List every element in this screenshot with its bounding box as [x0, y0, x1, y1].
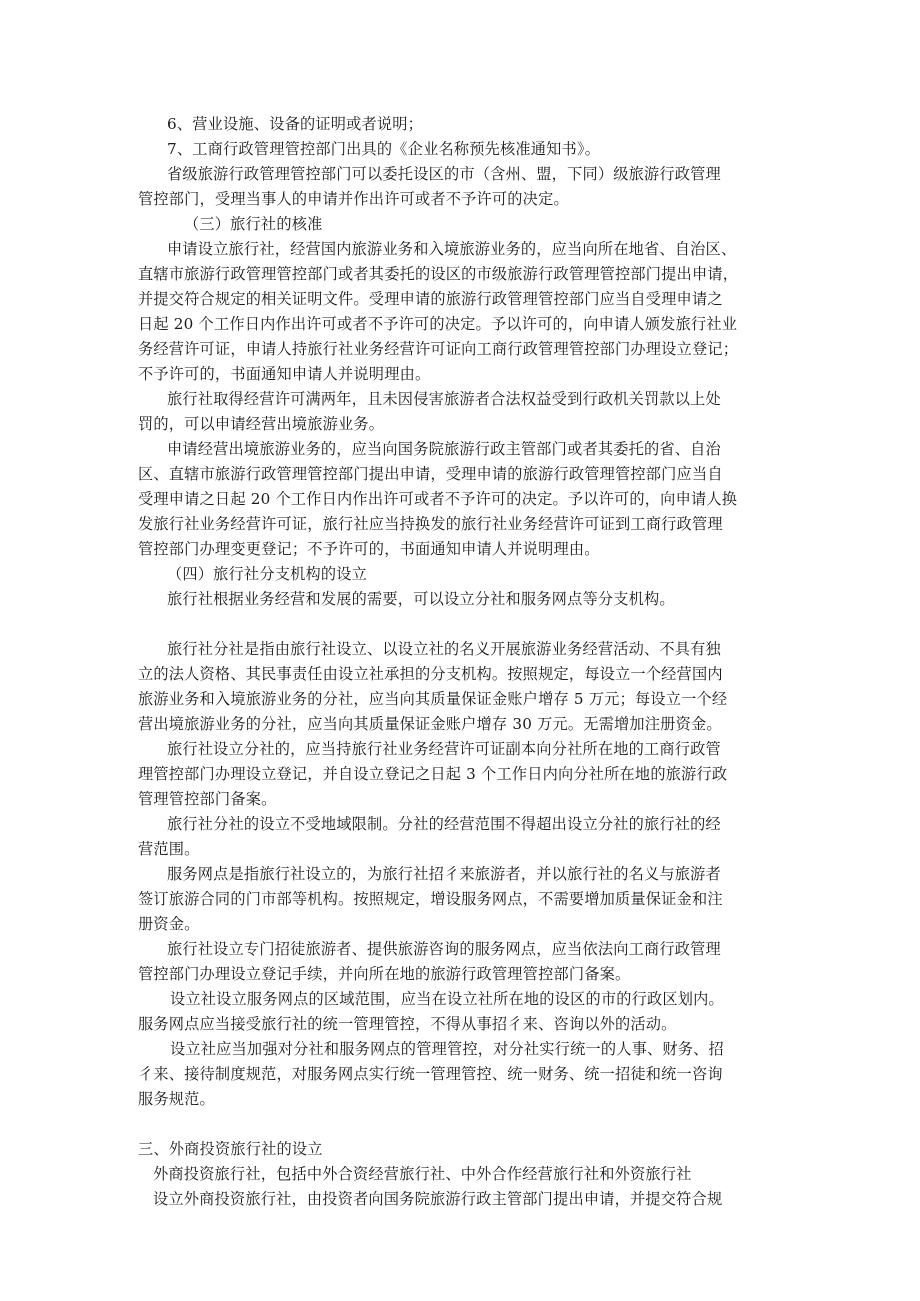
text-line: 管理管控部门备案。: [138, 790, 277, 808]
text-line: 旅行社根据业务经营和发展的需要，可以设立分社和服务网点等分支机构。: [167, 590, 675, 608]
section-heading: （三）旅行社的核准: [184, 215, 323, 233]
text-line: 罚的，可以申请经营出境旅游业务。: [138, 415, 385, 433]
text-line: 服务规范。: [138, 1090, 215, 1108]
text-line: 营出境旅游业务的分社，应当向其质量保证金账户增存 30 万元。无需增加注册资金。: [138, 715, 722, 733]
text-line: 不予许可的，书面通知申请人并说明理由。: [138, 365, 431, 383]
text-line: 申请设立旅行社，经营国内旅游业务和入境旅游业务的，应当向所在地省、自治区、: [167, 240, 737, 258]
text-line: 管控部门办理变更登记；不予许可的，书面通知申请人并说明理由。: [138, 540, 600, 558]
text-line: 设立社应当加强对分社和服务网点的管理管控，对分社实行统一的人事、财务、招: [170, 1040, 724, 1058]
text-line: 7、工商行政管理管控部门出具的《企业名称预先核准通知书》。: [167, 140, 601, 158]
text-line: 日起 20 个工作日内作出许可或者不予许可的决定。予以许可的，向申请人颁发旅行社业: [138, 315, 738, 333]
text-line: 设立外商投资旅行社，由投资者向国务院旅游行政主管部门提出申请，并提交符合规: [153, 1190, 723, 1208]
text-line: 设立社设立服务网点的区域范围，应当在设立社所在地的设区的市的行政区划内。: [170, 990, 724, 1008]
text-line: 理管控部门办理设立登记，并自设立登记之日起 3 个工作日内向分社所在地的旅游行政: [138, 765, 728, 783]
text-line: 旅行社分社是指由旅行社设立、以设立社的名义开展旅游业务经营活动、不具有独: [167, 640, 721, 658]
text-line: 服务网点应当接受旅行社的统一管理管控，不得从事招彳来、咨询以外的活动。: [138, 1015, 677, 1033]
text-line: 并提交符合规定的相关证明文件。受理申请的旅游行政管理管控部门应当自受理申请之: [138, 290, 723, 308]
text-line: 务经营许可证，申请人持旅行社业务经营许可证向工商行政管理管控部门办理设立登记；: [138, 340, 739, 358]
text-line: 彳来、接待制度规范，对服务网点实行统一管理管控、统一财务、统一招徒和统一咨询: [138, 1065, 723, 1083]
text-line: 册资金。: [138, 915, 200, 933]
section-heading: 三、外商投资旅行社的设立: [138, 1140, 323, 1158]
text-line: 旅游业务和入境旅游业务的分社，应当向其质量保证金账户增存 5 万元；每设立一个经: [138, 690, 728, 708]
text-line: 管控部门办理设立登记手续，并向所在地的旅游行政管理管控部门备案。: [138, 965, 631, 983]
text-line: 立的法人资格、其民事责任由设立社承担的分支机构。按照规定，每设立一个经营国内: [138, 665, 723, 683]
text-line: 旅行社设立专门招徒旅游者、提供旅游咨询的服务网点，应当依法向工商行政管理: [167, 940, 721, 958]
text-line: 外商投资旅行社，包括中外合资经营旅行社、中外合作经营旅行社和外资旅行社: [153, 1165, 692, 1183]
text-line: 发旅行社业务经营许可证，旅行社应当持换发的旅行社业务经营许可证到工商行政管理: [138, 515, 723, 533]
text-line: 旅行社设立分社的，应当持旅行社业务经营许可证副本向分社所在地的工商行政管: [167, 740, 721, 758]
text-line: 受理申请之日起 20 个工作日内作出许可或者不予许可的决定。予以许可的，向申请人换: [138, 490, 738, 508]
text-line: 6、营业设施、设备的证明或者说明；: [167, 115, 424, 133]
text-line: 签订旅游合同的门市部等机构。按照规定，增设服务网点，不需要增加质量保证金和注: [138, 890, 723, 908]
text-line: 旅行社分社的设立不受地域限制。分社的经营范围不得超出设立分社的旅行社的经: [167, 815, 721, 833]
text-line: 申请经营出境旅游业务的，应当向国务院旅游行政主管部门或者其委托的省、自治: [167, 440, 721, 458]
text-line: 直辖市旅游行政管理管控部门或者其委托的设区的市级旅游行政管理管控部门提出申请，: [138, 265, 739, 283]
text-line: 旅行社取得经营许可满两年，且未因侵害旅游者合法权益受到行政机关罚款以上处: [167, 390, 721, 408]
section-heading: （四）旅行社分支机构的设立: [167, 565, 368, 583]
text-line: 营范围。: [138, 840, 200, 858]
text-line: 服务网点是指旅行社设立的，为旅行社招彳来旅游者，并以旅行社的名义与旅游者: [167, 865, 721, 883]
text-line: 区、直辖市旅游行政管理管控部门提出申请，受理申请的旅游行政管理管控部门应当自: [138, 465, 723, 483]
text-line: 省级旅游行政管理管控部门可以委托设区的市（含州、盟，下同）级旅游行政管理: [167, 165, 721, 183]
text-line: 管控部门，受理当事人的申请并作出许可或者不予许可的决定。: [138, 190, 569, 208]
